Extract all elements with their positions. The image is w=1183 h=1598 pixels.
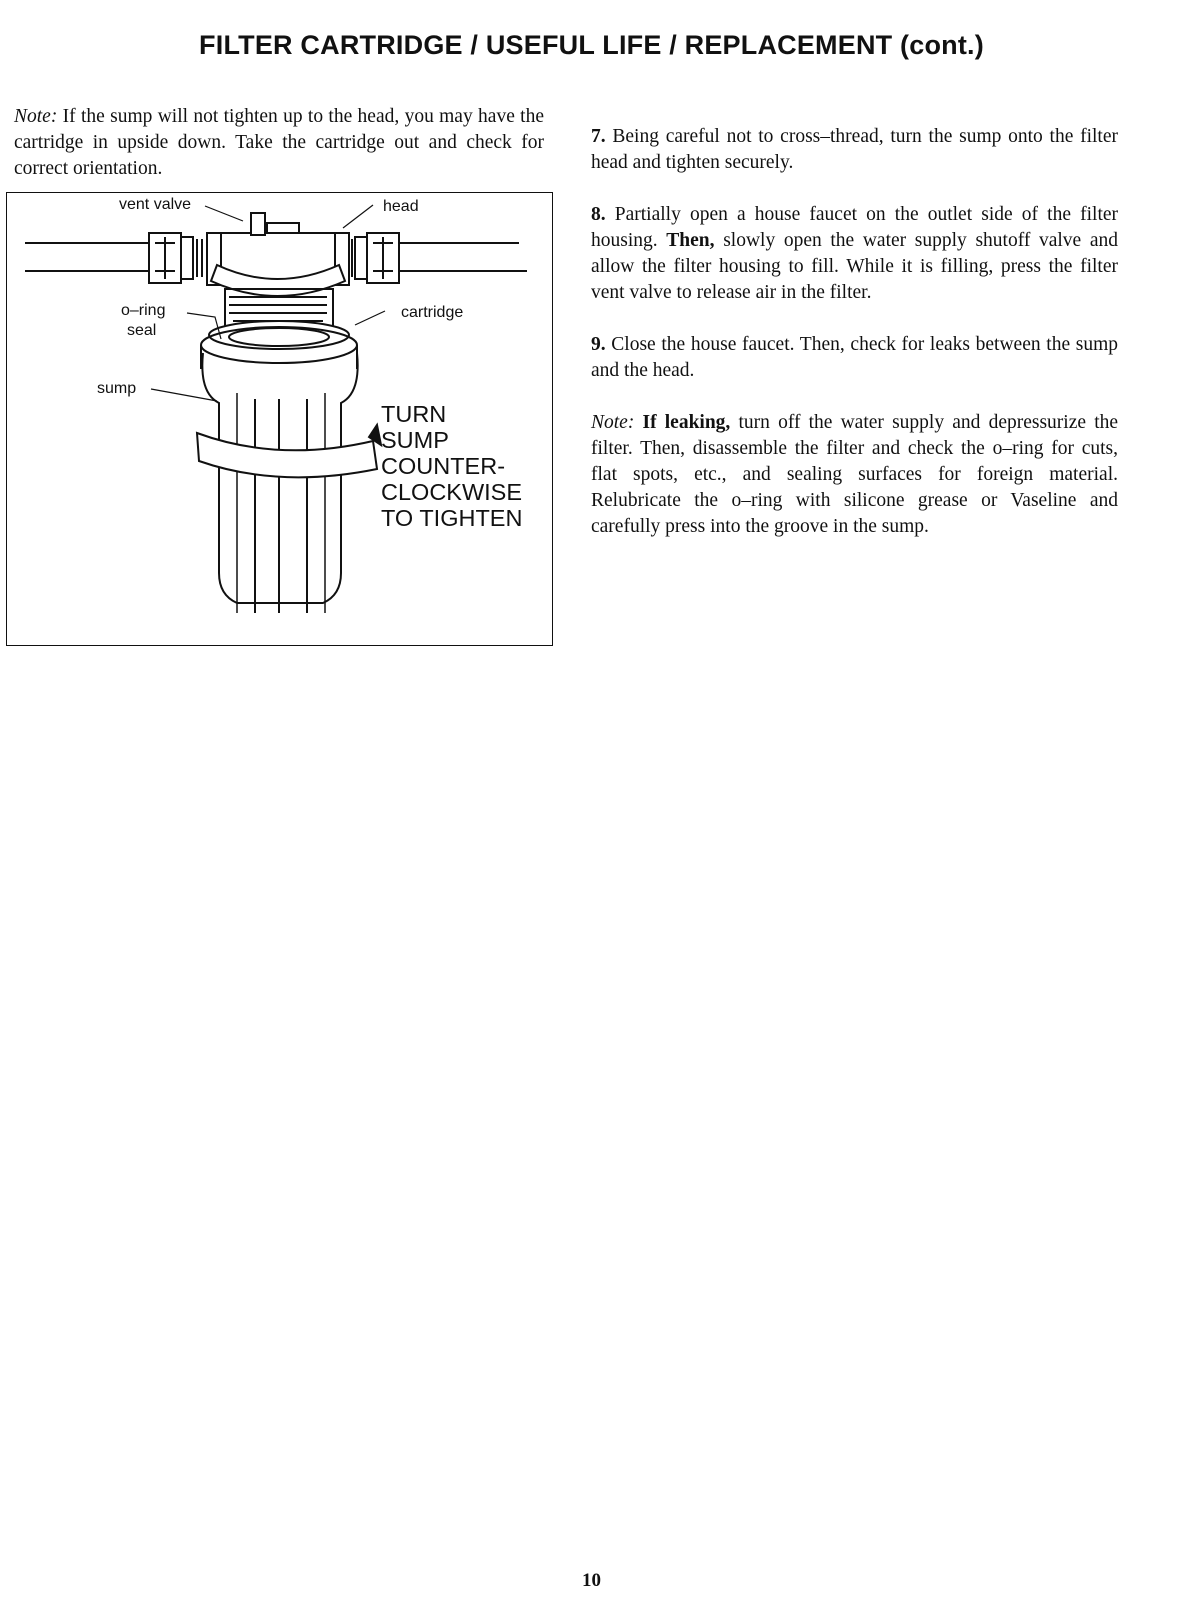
- step-8-text-before: Partially open a house faucet on the outlet side of the filter housing.: [591, 203, 1119, 251]
- vent-valve: [251, 213, 265, 235]
- right-note-label: Note:: [591, 411, 635, 433]
- step-8-text-after: slowly open the water supply shutoff valve and allow the filter housing to fill. While it is filling, press the filter vent valve to release air in the filter.: [591, 229, 1119, 303]
- left-note: [14, 104, 544, 182]
- step-8-bold: Then,: [666, 229, 715, 251]
- right-note-bold: If leaking,: [642, 411, 731, 433]
- label-head: head: [383, 198, 419, 215]
- inlet-pipe: [25, 243, 149, 271]
- steps-column: [591, 104, 1118, 566]
- label-o-ring: o–ring: [121, 302, 166, 319]
- left-note-label: Note:: [14, 106, 58, 127]
- filter-housing-illustration: [7, 193, 553, 646]
- instruction-line-2: SUMP: [381, 427, 449, 453]
- page-title: FILTER CARTRIDGE / USEFUL LIFE / REPLACEMENT (cont.): [199, 30, 984, 60]
- step-8-number: 8.: [591, 203, 606, 225]
- step-7-text: Being careful not to cross–thread, turn the sump onto the filter head and tighten securely.: [591, 125, 1119, 173]
- left-note-text: If the sump will not tighten up to the head, you may have the cartridge in upside down. Take the cartridge out and check for correct orientation.: [14, 106, 545, 179]
- sump-wrench: [197, 433, 377, 477]
- step-9-number: 9.: [591, 333, 606, 355]
- label-cartridge: cartridge: [401, 304, 464, 321]
- instruction-line-5: TO TIGHTEN: [381, 505, 523, 531]
- step-7: [591, 124, 1118, 176]
- step-9: [591, 332, 1118, 384]
- step-8: [591, 202, 1118, 306]
- instruction-line-4: CLOCKWISE: [381, 479, 523, 505]
- right-note: [591, 410, 1118, 540]
- filter-housing-figure: [6, 192, 553, 646]
- label-seal: seal: [127, 322, 157, 339]
- step-7-number: 7.: [591, 125, 606, 147]
- instruction-line-1: TURN: [381, 401, 447, 427]
- instruction-line-3: COUNTER-: [381, 453, 506, 479]
- page-number: 10: [582, 1570, 601, 1591]
- right-note-text: turn off the water supply and depressurize the filter. Then, disassemble the filter and check the o–ring for cuts, flat spots, etc., and sealing surfaces for foreign material. Relubricate the o–ring with silicone grease or Vaseline and carefully press into the groove in the sump.: [591, 411, 1119, 537]
- outlet-pipe: [399, 243, 527, 271]
- label-vent-valve: vent valve: [119, 196, 192, 213]
- step-9-text: Close the house faucet. Then, check for leaks between the sump and the head.: [591, 333, 1119, 381]
- label-sump: sump: [97, 380, 137, 397]
